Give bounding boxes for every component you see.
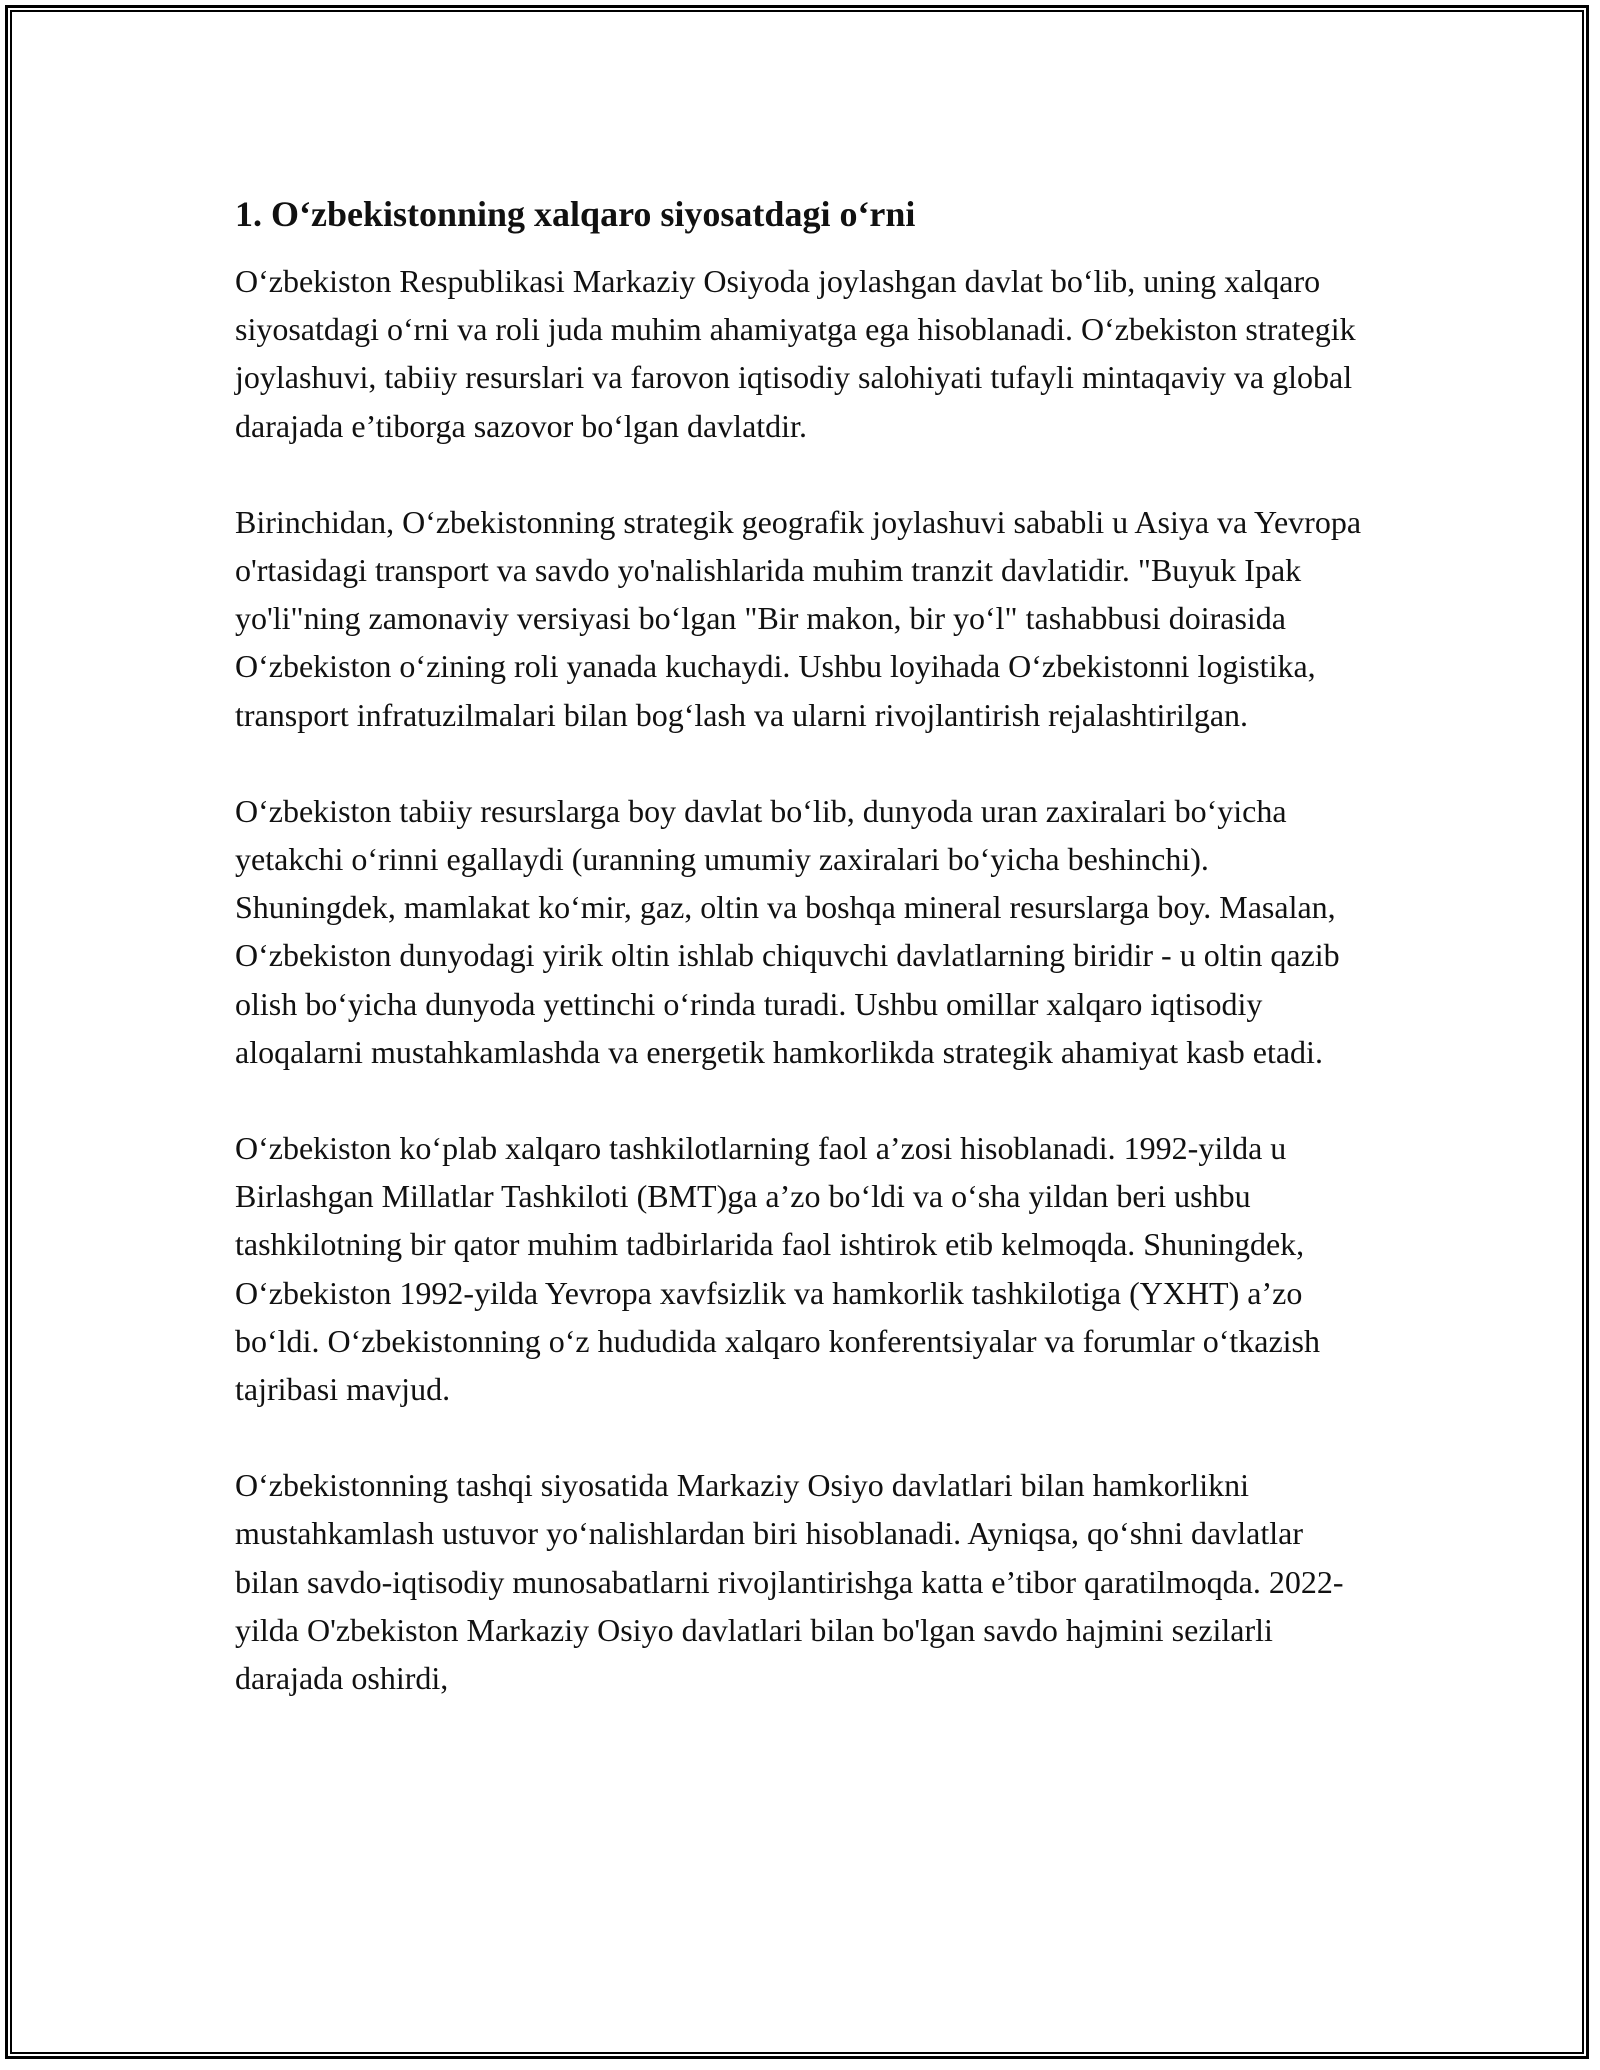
paragraph-organizations: O‘zbekiston ko‘plab xalqaro tashkilotlarning faol a’zosi hisoblanadi. 1992-yilda u Birlashgan Millatlar Tashkiloti (BMT)ga a’zo bo‘ldi va o‘sha yildan beri ushbu tashkilotning bir qator muhim tadbirlarida faol ishtirok etib kelmoqda. Shuningdek, O‘zbekiston 1992-yilda Yevropa xavfsizlik va hamkorlik tashkilotiga (YXHT) a’zo bo‘ldi. O‘zbekistonning o‘z hududida xalqaro konferentsiyalar va forumlar o‘tkazish tajribasi mavjud.: [235, 1130, 1320, 1408]
section-title: 1. O‘zbekistonning xalqaro siyosatdagi o‘rni: [235, 194, 916, 234]
paragraph-geography: Birinchidan, O‘zbekistonning strategik geografik joylashuvi sababli u Asiya va Yevropa o'rtasidagi transport va savdo yo'nalishlarida muhim tranzit davlatidir. "Buyuk Ipak yo'li"ning zamonaviy versiyasi bo‘lgan "Bir makon, bir yo‘l" tashabbusi doirasida O‘zbekiston o‘zining roli yanada kuchaydi. Ushbu loyihada O‘zbekistonni logistika, transport infratuzilmalari bilan bog‘lash va ularni rivojlantirish rejalashtirilgan.: [235, 503, 1362, 733]
paragraph-resources: O‘zbekiston tabiiy resurslarga boy davlat bo‘lib, dunyoda uran zaxiralari bo‘yicha yetakchi o‘rinni egallaydi (uranning umumiy zaxiralari bo‘yicha beshinchi). Shuningdek, mamlakat ko‘mir, gaz, oltin va boshqa mineral resurslarga boy. Masalan, O‘zbekiston dunyodagi yirik oltin ishlab chiquvchi davlatlarning biridir - u oltin qazib olish bo‘yicha dunyoda yettinchi o‘rinda turadi. Ushbu omillar xalqaro iqtisodiy aloqalarni mustahkamlashda va energetik hamkorlikda strategik ahamiyat kasb etadi.: [235, 792, 1340, 1070]
document-body: [235, 185, 1365, 1750]
paragraph-intro: O‘zbekiston Respublikasi Markaziy Osiyoda joylashgan davlat bo‘lib, uning xalqaro siyosatdagi o‘rni va roli juda muhim ahamiyatga ega hisoblanadi. O‘zbekiston strategik joylashuvi, tabiiy resurslari va farovon iqtisodiy salohiyati tufayli mintaqaviy va global darajada e’tiborga sazovor bo‘lgan davlatdir.: [235, 263, 1356, 444]
paragraph-central-asia: O‘zbekistonning tashqi siyosatida Markaziy Osiyo davlatlari bilan hamkorlikni mustahkamlash ustuvor yo‘nalishlardan biri hisoblanadi. Ayniqsa, qo‘shni davlatlar bilan savdo-iqtisodiy munosabatlarni rivojlantirishga katta e’tibor qaratilmoqda. 2022-yilda O'zbekiston Markaziy Osiyo davlatlari bilan bo'lgan savdo hajmini sezilarli darajada oshirdi,: [235, 1467, 1344, 1697]
